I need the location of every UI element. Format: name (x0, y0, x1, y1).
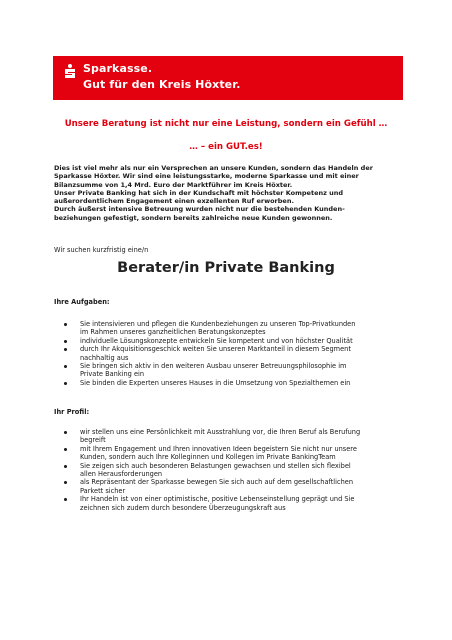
banner-line-1: Sparkasse. (83, 62, 153, 75)
sparkasse-logo-icon (63, 64, 77, 80)
list-item (54, 445, 414, 462)
sparkasse-banner (53, 56, 403, 100)
intro-line: Unser Private Banking hat sich in der Kundschaft mit höchster Kompetenz und (54, 188, 344, 197)
list-item-text: Sie intensivieren und pflegen die Kundenbeziehungen zu unseren Top-Privatkunden im Rahmen unseres ganzheitlichen Beratungskonzeptes (80, 320, 356, 337)
bullet-icon (64, 481, 67, 484)
tasks-list (54, 320, 414, 387)
bullet-icon (64, 365, 67, 368)
intro-paragraph (54, 164, 414, 222)
banner-line-2: Gut für den Kreis Höxter. (83, 78, 241, 91)
profile-heading: Ihr Profil: (54, 408, 90, 416)
tasks-heading: Ihre Aufgaben: (54, 298, 110, 306)
list-item-text: individuelle Lösungskonzepte entwickeln Sie kompetent und von höchster Qualität (80, 336, 353, 345)
bullet-icon (64, 382, 67, 385)
bullet-icon (64, 498, 67, 501)
list-item (54, 379, 414, 387)
intro-line: Bilanzsumme von 1,4 Mrd. Euro der Marktführer im Kreis Höxter. (54, 180, 293, 189)
search-text: Wir suchen kurzfristig eine/n (54, 246, 149, 254)
list-item-text: wir stellen uns eine Persönlichkeit mit Ausstrahlung vor, die Ihren Beruf als Berufung begreift (80, 428, 361, 445)
list-item (54, 337, 414, 345)
list-item (54, 478, 414, 495)
list-item (54, 428, 414, 445)
list-item (54, 462, 414, 479)
tagline-2: … – ein GUT.es! (189, 142, 263, 152)
profile-list (54, 428, 414, 512)
intro-line: außerordentlichem Engagement einen exzellenten Ruf erworben. (54, 197, 294, 206)
list-item-text: Ihr Handeln ist von einer optimistische, positive Lebenseinstellung geprägt und Sie zeichnen sich zudem durch besondere Überzeugungskraft aus (80, 495, 355, 512)
list-item (54, 495, 414, 512)
bullet-icon (64, 340, 67, 343)
bullet-icon (64, 323, 67, 326)
list-item-text: Sie bringen sich aktiv in den weiteren Ausbau unserer Betreuungsphilosophie im Private Banking ein (80, 362, 347, 379)
intro-line: Sparkasse Höxter. Wir sind eine leistungsstarke, moderne Sparkasse und mit einer (54, 172, 359, 181)
intro-line: Dies ist viel mehr als nur ein Versprechen an unsere Kunden, sondern das Handeln der (54, 164, 373, 172)
intro-line: beziehungen gefestigt, sondern bereits zahlreiche neue Kunden gewonnen. (54, 213, 333, 222)
bullet-icon (64, 348, 67, 351)
list-item-text: als Repräsentant der Sparkasse bewegen Sie sich auch auf dem gesellschaftlichen Parkett sicher (80, 478, 354, 495)
list-item-text: Sie zeigen sich auch besonderen Belastungen gewachsen und stellen sich flexibel allen Herausforderungen (80, 461, 351, 479)
list-item-text: durch Ihr Akquisitionsgeschick weiten Sie unseren Marktanteil in diesem Segment nachhaltig aus (80, 345, 351, 362)
bullet-icon (64, 448, 67, 451)
bullet-icon (64, 465, 67, 468)
intro-line: Durch äußerst intensive Betreuung wurden nicht nur die bestehenden Kunden- (54, 205, 345, 214)
list-item (54, 362, 414, 379)
list-item (54, 320, 414, 337)
list-item-text: Sie binden die Experten unseres Hauses in die Umsetzung von Spezialthemen ein (80, 378, 351, 387)
list-item-text: mit Ihrem Engagement und Ihren innovativen Ideen begeistern Sie nicht nur unsere Kunden, sondern auch Ihre Kolleginnen und Kollegen im Private BankingTeam (80, 444, 357, 462)
list-item (54, 345, 414, 362)
bullet-icon (64, 431, 67, 434)
tagline: Unsere Beratung ist nicht nur eine Leistung, sondern ein Gefühl … (64, 119, 388, 129)
job-title: Berater/in Private Banking (117, 260, 335, 276)
